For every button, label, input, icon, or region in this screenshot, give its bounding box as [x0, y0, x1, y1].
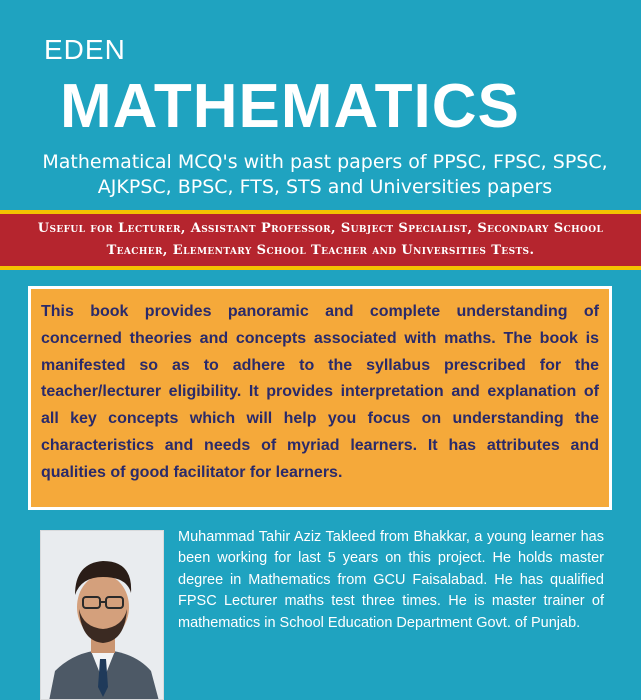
author-portrait-icon: [41, 531, 164, 700]
book-title: MATHEMATICS: [60, 72, 520, 141]
publisher-name: EDEN: [44, 34, 126, 65]
author-bio: Muhammad Tahir Aziz Takleed from Bhakkar, a young learner has been working for last 5 years on this project. He holds master degree in Mathematics from GCU Faisalabad. He has qualified FPSC Lecturer maths test three times. He is master trainer of mathematics in School Education Department Govt. of Punjab.: [178, 529, 604, 631]
book-subtitle: Mathematical MCQ's with past papers of PPSC, FPSC, SPSC, AJKPSC, BPSC, FTS, STS and Universities papers: [42, 151, 608, 198]
audience-banner-text: Useful for Lecturer, Assistant Professor, Subject Specialist, Secondary School Teacher, Elementary School Teacher and Universities Tests.: [37, 221, 604, 258]
description-box: [28, 286, 612, 510]
audience-banner: [0, 210, 641, 270]
book-description: This book provides panoramic and complete understanding of concerned theories and concepts associated with maths. The book is manifested so as to adhere to the syllabus prescribed for the teacher/lecturer eligibility. It provides interpretation and explanation of all key concepts which will help you focus on understanding the characteristics and needs of myriad learners. It has attributes and qualities of good facilitator for learners.: [41, 303, 599, 481]
author-photo: [40, 530, 164, 700]
